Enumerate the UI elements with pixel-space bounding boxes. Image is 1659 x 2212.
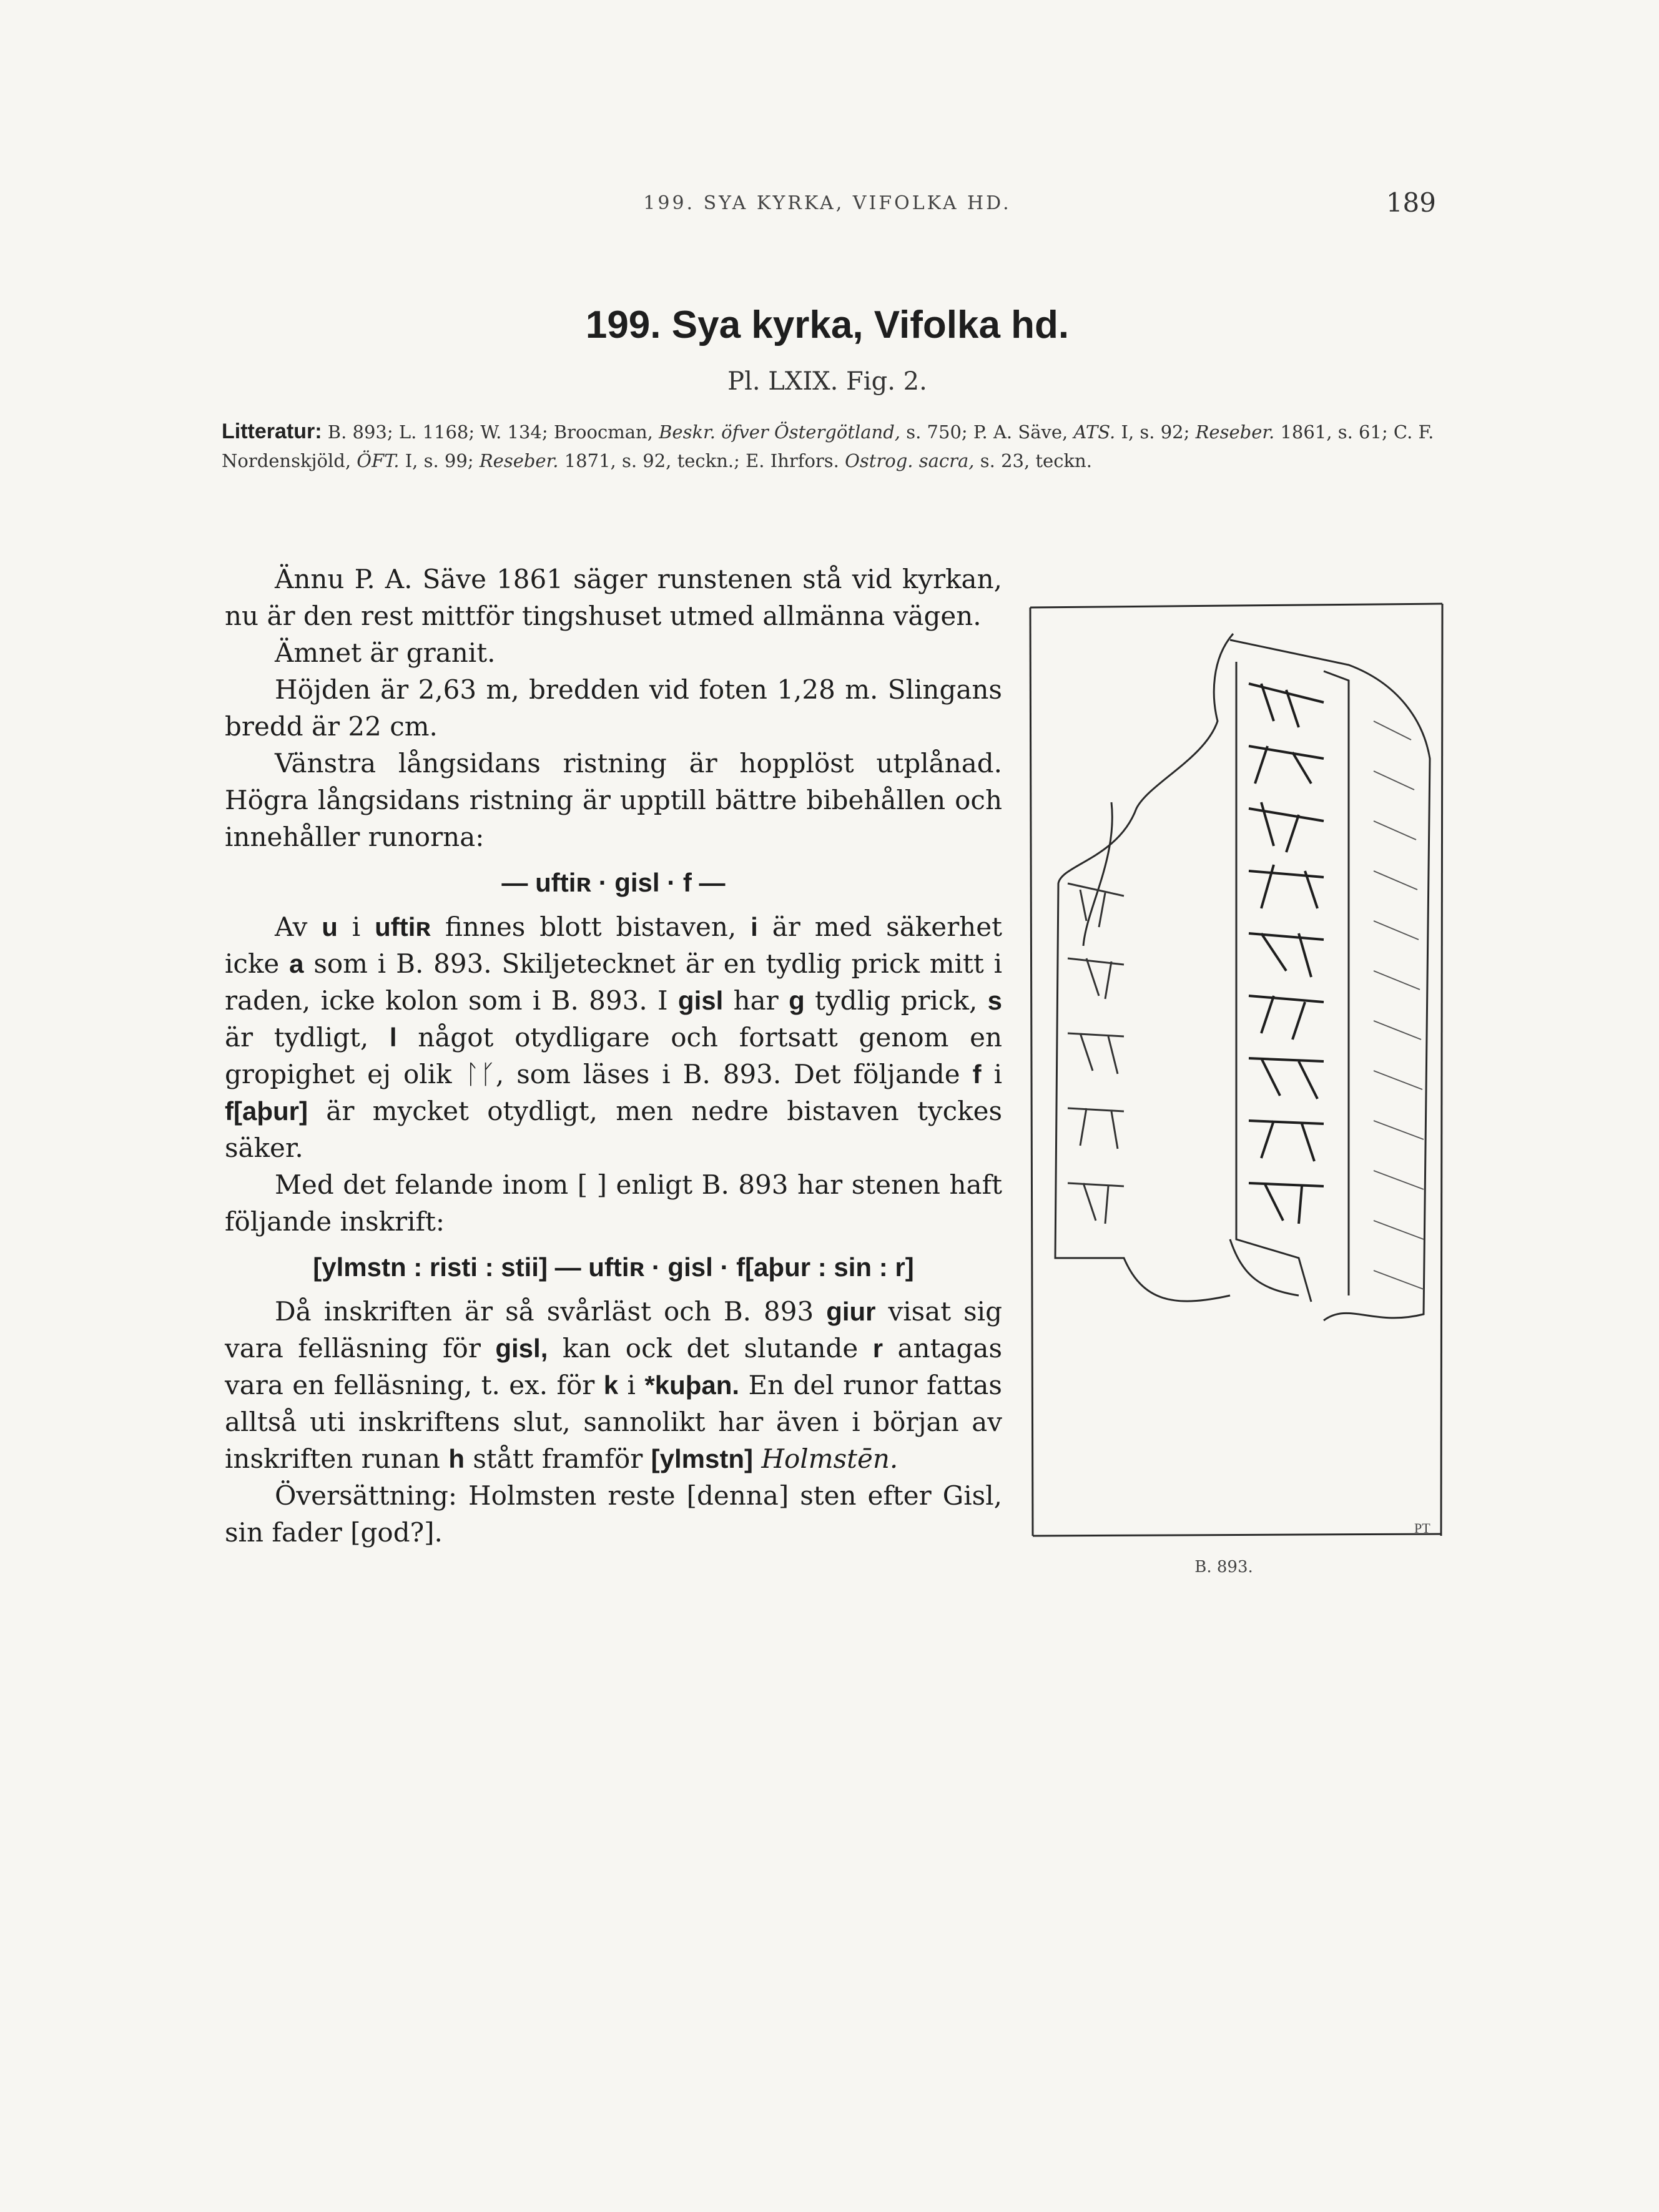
paragraph-readings: Av u i uftiʀ finnes blott bistaven, i är med säkerhet icke a som i B. 893. Skiljetecknet är en tydlig prick mitt i raden, icke kolon som i B. 893. I gisl har g tydlig prick, s är tydligt, l något otydligare och fortsatt genom en gropighet ej olik ᛚᚴ, som läses i B. 893. Det följande f i f[aþur] är mycket otydligt, men nedre bistaven tyckes säker. xyxy=(225,912,1003,1163)
lit-italic: ATS. xyxy=(1073,421,1116,443)
band-outer-line xyxy=(1324,671,1349,1295)
lit-text: I, s. 99; xyxy=(405,450,474,471)
paragraph-analysis: Då inskriften är så svårläst och B. 893 giur visat sig vara felläsning för gisl, kan ock det slutande r antagas vara en felläsning, t. ex. för k i *kuþan. En del runor fattas alltså uti inskriftens slut, sannolikt har även i början av inskriften runan h stått framför [ylmstn] Holmstēn. xyxy=(225,1296,1003,1474)
figure-corner-mark: PT xyxy=(1414,1520,1430,1536)
left-face-runes xyxy=(1068,883,1124,1224)
frame-bottom xyxy=(1033,1534,1441,1536)
lit-italic: ÖFT. xyxy=(357,450,400,471)
page-number: 189 xyxy=(1386,187,1436,218)
lit-text: s. 23, teckn. xyxy=(980,450,1092,471)
literature-label: Litteratur: xyxy=(222,420,322,443)
page-title: 199. Sya kyrka, Vifolka hd. xyxy=(585,303,1070,347)
paragraph-dimensions: Höjden är 2,63 m, bredden vid foten 1,28 m. Slingans bredd är 22 cm. xyxy=(225,674,1002,742)
plate-reference: Pl. LXIX. Fig. 2. xyxy=(727,367,927,396)
lit-italic: Reseber. xyxy=(1195,421,1275,443)
runestone-drawing xyxy=(1024,596,1449,1548)
paragraph-inscription-intro: Med det felande inom [ ] enligt B. 893 har stenen haft följande inskrift: xyxy=(225,1169,1002,1237)
lit-text: I, s. 92; xyxy=(1121,421,1190,443)
paragraph-carving: Vänstra långsidans ristning är hopplöst utplånad. Högra långsidans ristning är upptill bättre bibehållen och innehåller runorna: xyxy=(225,748,1002,852)
lit-text: B. 893; L. 1168; W. 134; Broocman, xyxy=(327,421,653,443)
frame-right xyxy=(1441,604,1442,1536)
running-head xyxy=(219,187,1436,225)
paragraph-translation: Översättning: Holmsten reste [denna] sten efter Gisl, sin fader [god?]. xyxy=(225,1480,1002,1548)
lit-text: s. 750; P. A. Säve, xyxy=(906,421,1068,443)
frame-left xyxy=(1030,607,1033,1536)
stone-left-edge xyxy=(1055,634,1233,1301)
rune-strokes xyxy=(1249,684,1324,1224)
lit-text: 1871, s. 92, teckn.; E. Ihrfors. xyxy=(564,450,839,471)
paragraph-location: Ännu P. A. Säve 1861 säger runstenen stå vid kyrkan, nu är den rest mittför tingshuset utmed allmänna vägen. xyxy=(225,564,1002,631)
stone-right-edge xyxy=(1230,640,1430,1320)
lit-text: 1861, s. 61; C. F. Nordenskjöld, xyxy=(222,421,1434,471)
figure-caption: B. 893. xyxy=(1194,1558,1253,1576)
frame-top xyxy=(1030,604,1442,607)
stone-hatching xyxy=(1374,721,1424,1289)
body-text xyxy=(225,561,1002,1551)
stone-crack xyxy=(1083,802,1112,946)
rune-transliteration-2: [ylmstn : risti : stii] — uftiʀ · gisl · f[aþur : sin : r] xyxy=(313,1252,914,1282)
lit-italic: Ostrog. sacra, xyxy=(845,450,975,471)
lit-italic: Reseber. xyxy=(479,450,559,471)
literature-references xyxy=(222,417,1436,475)
running-title: 199. SYA KYRKA, VIFOLKA HD. xyxy=(643,192,1012,214)
rune-transliteration-1: — uftiʀ · gisl · f — xyxy=(501,868,726,897)
paragraph-material: Ämnet är granit. xyxy=(275,637,496,668)
lit-italic: Beskr. öfver Östergötland, xyxy=(659,421,901,443)
